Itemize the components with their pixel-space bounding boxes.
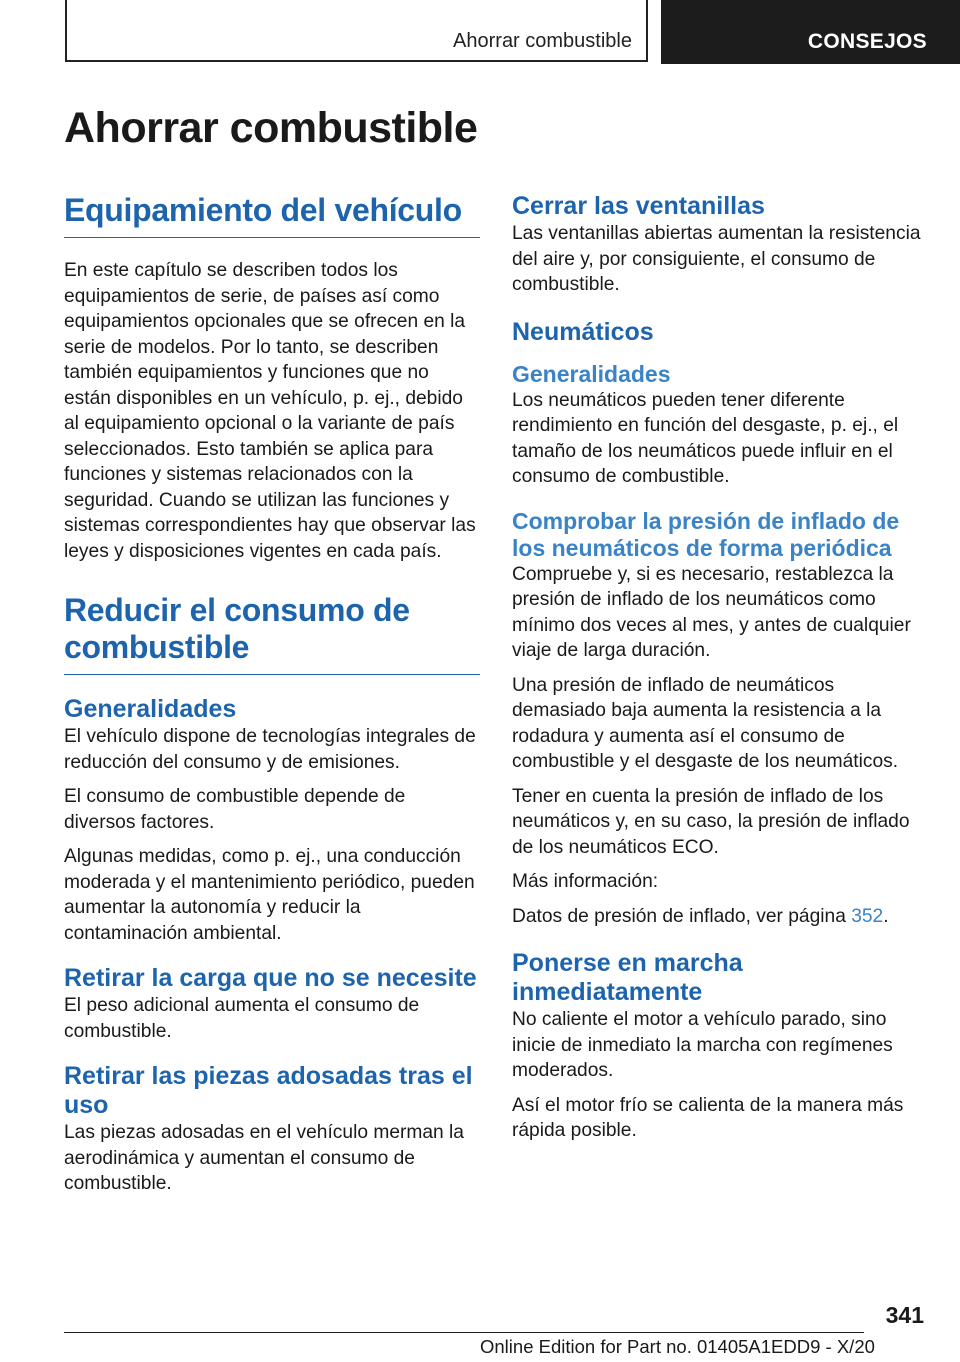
right-column [512,192,928,1153]
generalidades-neumaticos-text: Los neumáticos pueden tener diferente rendimiento en función del desgaste, p. ej., el tamaño de los neumáticos puede influir en el consumo de combustible. [512,389,899,487]
mas-informacion: Más información: [512,871,659,892]
datos-presion-suffix: . [883,905,889,927]
generalidades-p3: Algunas medidas, como p. ej., una conducción moderada y el mantenimiento periódico, pueden aumentar la autonomía y reducir la contaminación ambiental. [64,846,475,944]
generalidades-p2: El consumo de combustible depende de diversos factores. [64,786,406,833]
footer-divider [64,1332,864,1333]
generalidades-p1: El vehículo dispone de tecnologías integrales de reducción del consumo y de emisiones. [64,726,476,773]
presion-p2: Una presión de inflado de neumáticos demasiado baja aumenta la resistencia a la rodadura y aumenta así el consumo de combustible y el desgaste de los neumáticos. [512,674,899,772]
cerrar-ventanillas-text: Las ventanillas abiertas aumentan la resistencia del aire y, por consiguiente, el consumo de combustible. [512,223,921,295]
retirar-piezas-text: Las piezas adosadas en el vehículo merman la aerodinámica y aumentan el consumo de combustible. [64,1122,464,1194]
page-title: Ahorrar combustible [64,104,478,152]
page-link-352[interactable]: 352 [851,905,884,927]
marcha-p2: Así el motor frío se calienta de la manera más rápida posible. [512,1094,904,1141]
datos-presion-prefix: Datos de presión de inflado, ver página [512,905,852,927]
chapter-tab[interactable] [661,0,960,64]
heading-generalidades-reducir: Generalidades [64,695,237,723]
datos-presion-ref [512,904,928,930]
heading-generalidades-neumaticos: Generalidades [512,360,671,387]
heading-neumaticos: Neumáticos [512,317,654,346]
left-column [64,192,480,1206]
header-section-box [65,0,648,62]
heading-ponerse-en-marcha: Ponerse en marcha inmediatamente [512,949,743,1006]
page-number: 341 [885,1302,924,1328]
footer-edition: Online Edition for Part no. 01405A1EDD9 - X/20 [480,1336,875,1357]
heading-retirar-carga: Retirar la carga que no se necesite [64,964,477,992]
heading-comprobar-presion: Comprobar la presión de inflado de los neumáticos de forma periódica [512,507,900,561]
marcha-p1: No caliente el motor a vehículo parado, sino inicie de inmediato la marcha con regímenes moderados. [512,1009,893,1081]
presion-p1: Compruebe y, si es necesario, restablezca la presión de inflado de los neumáticos como mínimo dos veces al mes, y antes de cualquier viaje de larga duración. [512,563,911,661]
equipamiento-text: En este capítulo se describen todos los equipamientos de serie, de países así como equipamientos opcionales que se ofrecen en la serie de modelos. Por lo tanto, se describen también equipamientos y funciones que no están disponibles en un vehículo, p. ej., debido al equipamiento opcional o la variante de país seleccionados. Esto también se aplica para funciones y sistemas relacionados con la seguridad. Cuando se utilizan las funciones y sistemas correspondientes hay que observar las leyes y disposiciones vigentes en cada país. [64,260,476,562]
header-section-title: Ahorrar combustible [453,30,632,52]
chapter-tab-label: CONSEJOS [807,30,927,53]
heading-reducir-consumo: Reducir el consumo de combustible [64,592,480,675]
presion-p3: Tener en cuenta la presión de inflado de los neumáticos y, en su caso, la presión de inflado de los neumáticos ECO. [512,785,910,858]
retirar-carga-text: El peso adicional aumenta el consumo de combustible. [64,995,420,1042]
heading-cerrar-ventanillas: Cerrar las ventanillas [512,192,765,220]
heading-equipamiento: Equipamiento del vehículo [64,192,480,238]
heading-retirar-piezas: Retirar las piezas adosadas tras el uso [64,1062,473,1119]
